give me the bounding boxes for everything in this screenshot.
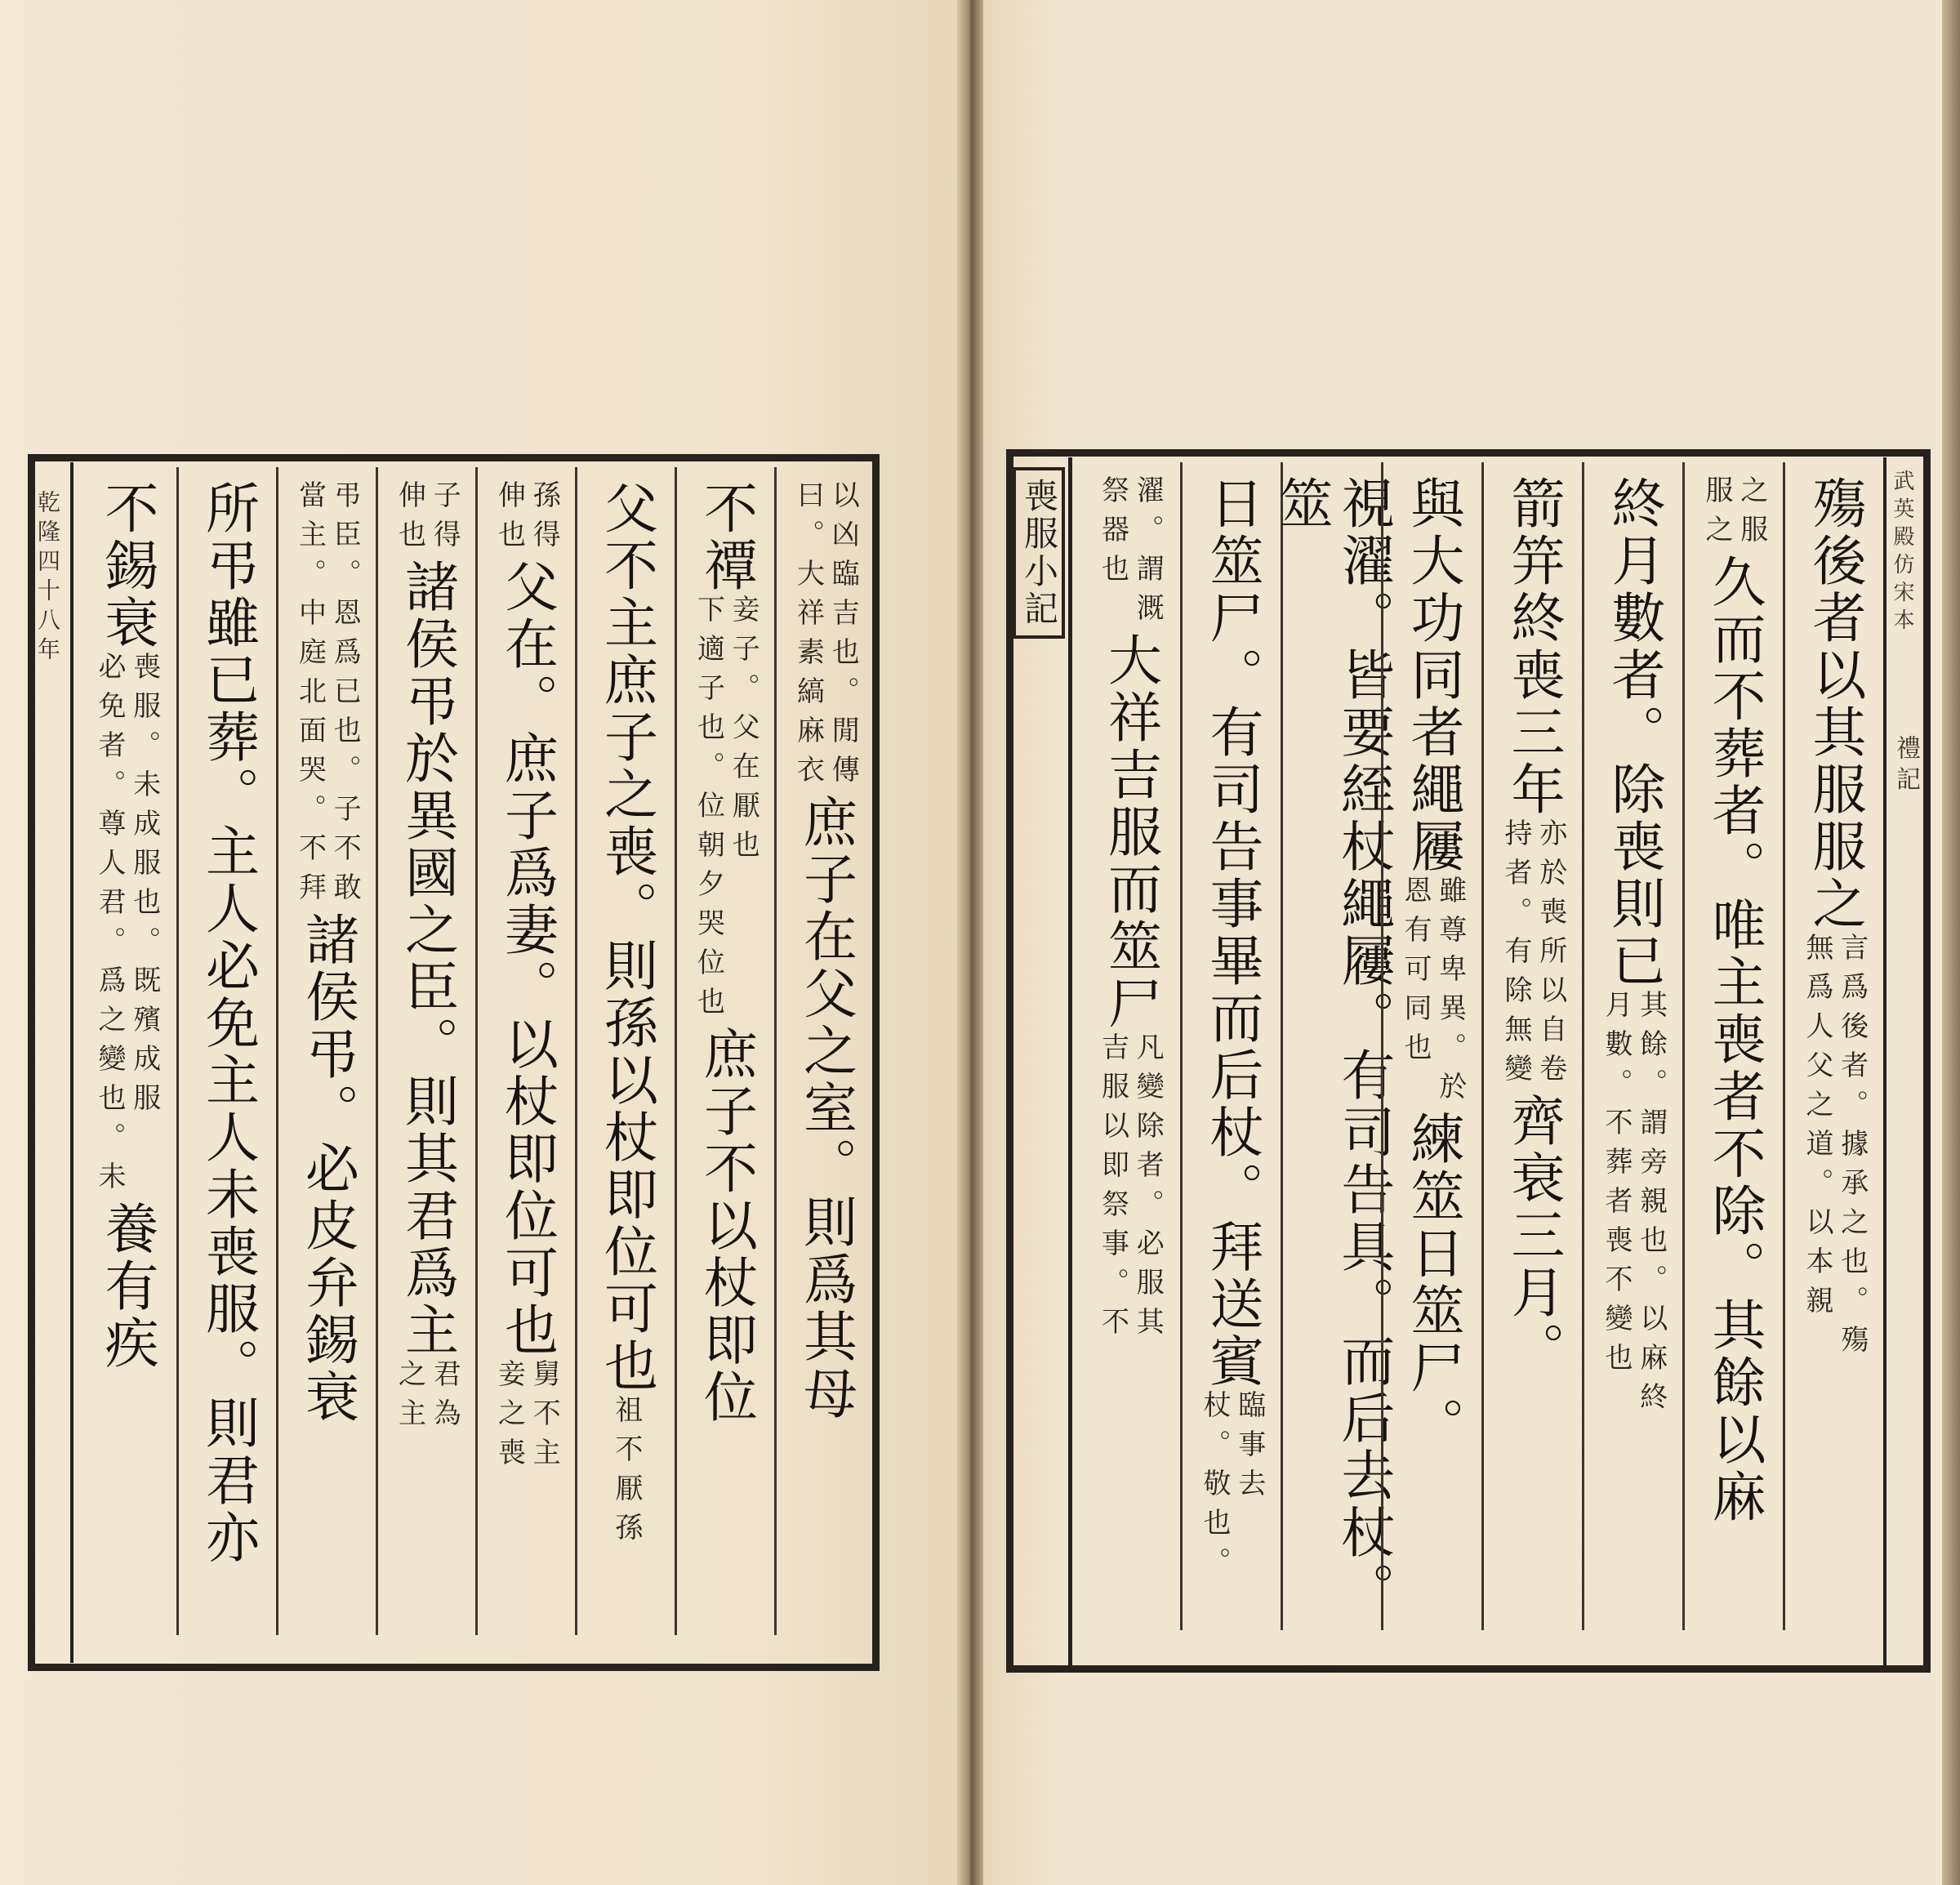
commentary-line: 持者。有除無變 xyxy=(1499,818,1532,1093)
commentary-line: 伸也 xyxy=(492,480,526,559)
commentary-line: 無爲人父之道。以本親 xyxy=(1801,933,1833,1325)
main-text: 大祥吉服而筮尸 xyxy=(1098,632,1162,1032)
main-text: 庶子不以杖即位 xyxy=(694,1026,758,1426)
main-text: 練筮日筮尸。 xyxy=(1401,1111,1464,1454)
commentary-note xyxy=(393,480,461,559)
commentary-line: 以凶臨吉也。閒傳 xyxy=(826,480,860,794)
text-column xyxy=(376,467,475,1635)
text-column xyxy=(1381,462,1481,1630)
commentary-line: 之服 xyxy=(1735,475,1768,554)
page-edge xyxy=(1942,0,1960,1885)
text-column xyxy=(1180,462,1281,1630)
commentary-line: 曰。大祥素縞麻衣 xyxy=(791,480,825,794)
text-column xyxy=(575,467,675,1635)
commentary-line: 弔臣。恩爲已也。子不敢 xyxy=(328,480,362,911)
commentary-note xyxy=(492,1359,561,1477)
right-margin-label-bottom: 禮記 xyxy=(1891,735,1920,797)
commentary-note xyxy=(92,652,161,1201)
commentary-note xyxy=(1398,876,1467,1111)
commentary-line: 濯。謂溉 xyxy=(1131,475,1165,632)
commentary-note xyxy=(492,480,561,559)
main-text: 箭笄終喪三年 xyxy=(1501,475,1565,818)
chapter-title-box: 喪服小記 xyxy=(1013,467,1065,639)
commentary-note xyxy=(1800,933,1869,1364)
commentary-line: 臨事去 xyxy=(1232,1390,1266,1508)
text-column xyxy=(774,467,874,1635)
commentary-note xyxy=(1599,990,1668,1421)
main-text: 諸侯弔。必皮弁錫衰 xyxy=(296,911,359,1426)
commentary-line: 舅不主 xyxy=(528,1359,561,1477)
commentary-note xyxy=(1096,475,1165,632)
text-column xyxy=(475,467,575,1635)
commentary-line: 下適子也。位朝夕哭位也 xyxy=(692,595,725,1026)
text-column xyxy=(1080,462,1180,1630)
main-text: 不錫衰 xyxy=(95,480,158,652)
book-gutter xyxy=(957,0,983,1885)
commentary-line: 子得 xyxy=(428,480,461,559)
commentary-line: 凡變除者。必服其 xyxy=(1131,1032,1165,1346)
main-text: 與大功同者繩屨 xyxy=(1401,475,1464,876)
commentary-line: 雖尊卑異。於 xyxy=(1433,876,1467,1111)
text-column xyxy=(1682,462,1783,1630)
main-text: 所弔雖已葬。主人必免主人未喪服。則君亦 xyxy=(196,480,260,1566)
main-text: 不禫 xyxy=(694,480,758,595)
commentary-line: 妾之喪 xyxy=(492,1359,526,1477)
commentary-line: 當主。中庭北面哭。不拜 xyxy=(293,480,327,911)
commentary-line: 君為 xyxy=(428,1359,461,1437)
commentary-line: 言爲後者。據承之也。殤 xyxy=(1835,933,1869,1364)
main-text: 諸侯弔於異國之臣。則其君爲主 xyxy=(395,559,459,1359)
commentary-line: 其餘。謂旁親也。以麻終 xyxy=(1634,990,1668,1421)
text-column xyxy=(77,467,176,1635)
right-margin-rule xyxy=(1883,457,1886,1666)
main-text: 久而不葬者。唯主喪者不除。其餘以麻 xyxy=(1702,554,1766,1526)
main-text: 視濯。皆要絰杖繩屨。有司告具。而后去杖。筮 xyxy=(1270,475,1395,1619)
commentary-note xyxy=(1096,1032,1165,1346)
right-margin-label-top: 武英殿仿宋本 xyxy=(1890,470,1914,636)
left-margin-label: 乾隆四十八年 xyxy=(34,490,61,666)
commentary-note xyxy=(1197,1390,1266,1586)
text-column xyxy=(675,467,774,1635)
commentary-line: 月數。不葬者喪不變也 xyxy=(1600,990,1633,1382)
right-inner-rule xyxy=(1068,457,1072,1666)
text-column xyxy=(276,467,376,1635)
text-column xyxy=(1582,462,1682,1630)
main-text: 殤後者以其服服之 xyxy=(1802,475,1866,933)
left-text-block xyxy=(75,467,874,1635)
commentary-line: 服之 xyxy=(1700,475,1733,554)
main-text: 庶子在父之室。則爲其母 xyxy=(794,794,858,1423)
commentary-line: 之主 xyxy=(393,1359,426,1437)
main-text: 日筮尸。有司告事畢而后杖。拜送賓 xyxy=(1200,475,1263,1390)
commentary-note xyxy=(393,1359,461,1437)
main-text: 養有疾 xyxy=(95,1201,158,1372)
commentary-note xyxy=(692,595,760,1026)
main-text: 父不主庶子之喪。則孫以杖即位可也 xyxy=(595,480,658,1395)
commentary-line: 杖。敬也。 xyxy=(1198,1390,1231,1586)
main-text: 父在。庶子爲妻。以杖即位可也 xyxy=(495,559,559,1359)
commentary-line: 恩有可同也 xyxy=(1399,876,1432,1072)
commentary-line: 妾子。父在厭也 xyxy=(727,595,760,869)
commentary-line: 伸也 xyxy=(393,480,426,559)
commentary-note xyxy=(1499,818,1567,1093)
main-text: 齊衰三月。 xyxy=(1501,1093,1565,1379)
text-column xyxy=(1270,462,1395,1630)
commentary-line: 必免者。尊人君。爲之變也。未 xyxy=(93,652,126,1201)
commentary-note xyxy=(609,1395,643,1552)
commentary-line: 祖不厭孫 xyxy=(609,1395,643,1552)
text-column xyxy=(1783,462,1883,1630)
text-column xyxy=(176,467,276,1635)
main-text: 終月數者。除喪則已 xyxy=(1601,475,1665,990)
commentary-note xyxy=(1699,475,1768,554)
commentary-line: 孫得 xyxy=(528,480,561,559)
left-margin-rule xyxy=(70,462,74,1663)
commentary-line: 祭器也 xyxy=(1096,475,1129,593)
commentary-note xyxy=(293,480,362,911)
right-text-block xyxy=(1075,462,1883,1630)
commentary-line: 亦於喪所以自卷 xyxy=(1534,818,1567,1093)
text-column xyxy=(1481,462,1582,1630)
commentary-note xyxy=(791,480,860,794)
commentary-line: 喪服。未成服也。既殯成服 xyxy=(127,652,161,1122)
commentary-line: 吉服以即祭事。不 xyxy=(1096,1032,1129,1346)
